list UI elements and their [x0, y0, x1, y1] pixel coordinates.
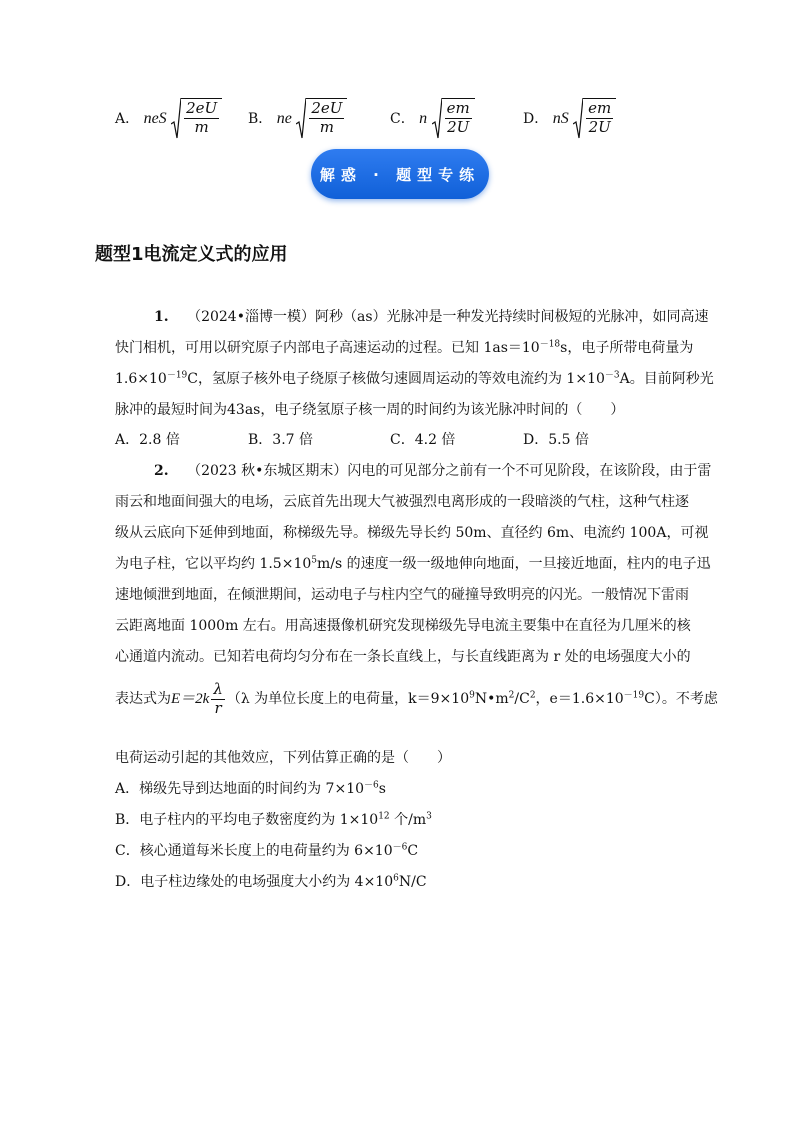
q2-option-c-text: C．核心通道每米长度上的电荷量约为 6×10 [115, 843, 393, 859]
option-c-label: C． [390, 111, 415, 127]
q2-text-1: 闪电的可见部分之前有一个不可见阶段，在该阶段，由于雷 [347, 463, 712, 479]
q2-formula-sup2: 2 [508, 690, 515, 701]
q2-line-5: 速地倾泄到地面，在倾泄期间，运动电子与柱内空气的碰撞导致明亮的闪光。一般情况下雷雨 [115, 587, 689, 603]
q1-sup-3b: －3 [604, 370, 620, 381]
section-banner [311, 149, 489, 199]
option-d-den: 2U [588, 117, 611, 136]
q2-formula-frac [211, 682, 225, 717]
option-c [390, 98, 475, 140]
option-b-sqrt [296, 98, 347, 140]
option-a-den: m [194, 117, 209, 136]
option-b-label: B． [248, 111, 273, 127]
q2-option-b-text: B．电子柱内的平均电子数密度约为 1×10 [115, 812, 379, 828]
q2-option-c-sup: －6 [392, 842, 408, 853]
sqrt-sign-icon [296, 98, 306, 140]
option-c-sqrt [432, 98, 475, 140]
option-a [115, 98, 222, 140]
q1-line-3 [115, 364, 715, 394]
q2-line-9: 电荷运动引起的其他效应，下列估算正确的是（ ） [115, 750, 451, 766]
option-d [523, 98, 616, 140]
sqrt-sign-icon [573, 98, 583, 140]
q1-option-b: B．3.7 倍 [248, 432, 314, 448]
q1-text-3b: C，氢原子核外电子绕原子核做匀速圆周运动的等效电流约为 1×10 [187, 371, 605, 387]
q1-text-1: 阿秒（as）光脉冲是一种发光持续时间极短的光脉冲，如同高速 [314, 309, 709, 325]
option-a-num: 2eU [186, 99, 218, 117]
q2-formula-line [115, 682, 735, 717]
q1-text-3a: 1.6×10 [115, 371, 167, 387]
q2-formula-tail-d: ，e＝1.6×10 [535, 691, 624, 708]
q2-line-1 [154, 456, 714, 486]
q1-number: 1. [154, 309, 169, 325]
option-b-den: m [319, 117, 334, 136]
q1-text-2b: s，电子所带电荷量为 [560, 340, 694, 356]
sqrt-sign-icon [171, 98, 181, 140]
q2-option-b-unit: 个/m [389, 812, 427, 828]
option-d-label: D． [523, 111, 549, 127]
q1-option-c: C．4.2 倍 [390, 432, 456, 448]
q2-option-b-sup1: 12 [378, 811, 390, 822]
option-a-sqrt [171, 98, 222, 140]
option-c-den: 2U [447, 117, 470, 136]
q1-line-2 [115, 333, 715, 363]
q2-formula-sup1: 9 [469, 690, 475, 701]
banner-text: 解惑 · 题型专练 [319, 165, 481, 184]
option-a-label: A． [115, 111, 140, 127]
q2-formula-den: r [214, 698, 222, 717]
q1-option-a: A．2.8 倍 [115, 432, 180, 448]
q2-formula-tail-c: /C [514, 691, 530, 708]
q1-text-2a: 快门相机，可用以研究原子内部电子高速运动的过程。已知 1as＝10 [115, 340, 540, 356]
q2-source: （2023 秋•东城区期末） [187, 463, 348, 479]
q1-text-3c: A。目前阿秒光 [619, 371, 714, 387]
q2-option-b [115, 805, 432, 835]
q2-formula-tail-a: （λ 为单位长度上的电荷量，k＝9×10 [226, 691, 470, 708]
option-b [248, 98, 347, 140]
q2-option-c-unit: C [407, 843, 419, 859]
option-b-expr: ne [276, 110, 292, 127]
q2-line-6: 云距离地面 1000m 左右。用高速摄像机研究发现梯级先导电流主要集中在直径为几厘米的核 [115, 618, 691, 634]
q2-formula-prefix: 表达式为 [115, 691, 171, 708]
option-c-num: em [446, 99, 470, 117]
q2-option-a [115, 774, 386, 804]
q2-option-d-unit: N/C [398, 874, 427, 890]
q1-sup-3a: －19 [166, 370, 188, 381]
q2-number: 2. [154, 463, 169, 479]
q2-line-7: 心通道内流动。已知若电荷均匀分布在一条长直线上，与长直线距离为 r 处的电场强度大小的 [115, 649, 691, 665]
q2-option-a-sup: －6 [364, 780, 379, 791]
q2-option-d-sup: 6 [393, 873, 399, 884]
q2-option-c [115, 836, 418, 866]
sqrt-sign-icon [432, 98, 442, 140]
q2-formula-sup4: －19 [623, 690, 645, 701]
q2-formula-sup3: 2 [529, 690, 536, 701]
option-b-num: 2eU [311, 99, 343, 117]
option-c-expr: n [419, 110, 428, 127]
q2-line-2: 雨云和地面间强大的电场，云底首先出现大气被强烈电离形成的一段暗淡的气柱，这种气柱逐 [115, 494, 689, 510]
q2-text-4b: m/s 的速度一级一级地伸向地面，一旦接近地面，柱内的电子迅 [317, 556, 711, 572]
q2-formula-tail-e: C）。不考虑 [644, 691, 718, 708]
q1-line-4: 脉冲的最短时间为43as，电子绕氢原子核一周的时间约为该光脉冲时间的（ ） [115, 402, 625, 418]
q1-line-1 [154, 302, 714, 332]
option-a-expr: neS [143, 110, 167, 127]
q2-sup-4: 5 [311, 555, 317, 566]
section-title: 题型1电流定义式的应用 [95, 244, 288, 265]
q2-option-b-sup2: 3 [426, 811, 432, 822]
q2-option-a-text: A．梯级先导到达地面的时间约为 7×10 [115, 781, 365, 797]
q2-option-d [115, 867, 427, 897]
q2-option-a-unit: s [378, 781, 386, 797]
q2-formula-num: λ [213, 680, 223, 698]
q1-option-d: D．5.5 倍 [523, 432, 589, 448]
q2-formula-lhs: E＝2k [171, 691, 210, 708]
q2-formula-tail [227, 684, 718, 714]
option-d-sqrt [573, 98, 616, 140]
q2-formula-tail-b: N•m [474, 691, 509, 708]
q2-line-3: 级从云底向下延伸到地面，称梯级先导。梯级先导长约 50m、直径约 6m、电流约 100A，可视 [115, 525, 709, 541]
q2-option-d-text: D．电子柱边缘处的电场强度大小约为 4×10 [115, 874, 394, 890]
q2-line-4 [115, 549, 715, 579]
option-d-expr: nS [552, 110, 569, 127]
q1-sup-2: －18 [539, 339, 561, 350]
q2-text-4a: 为电子柱，它以平均约 1.5×10 [115, 556, 312, 572]
q1-source: （2024•淄博一模） [187, 309, 315, 325]
option-d-num: em [588, 99, 612, 117]
